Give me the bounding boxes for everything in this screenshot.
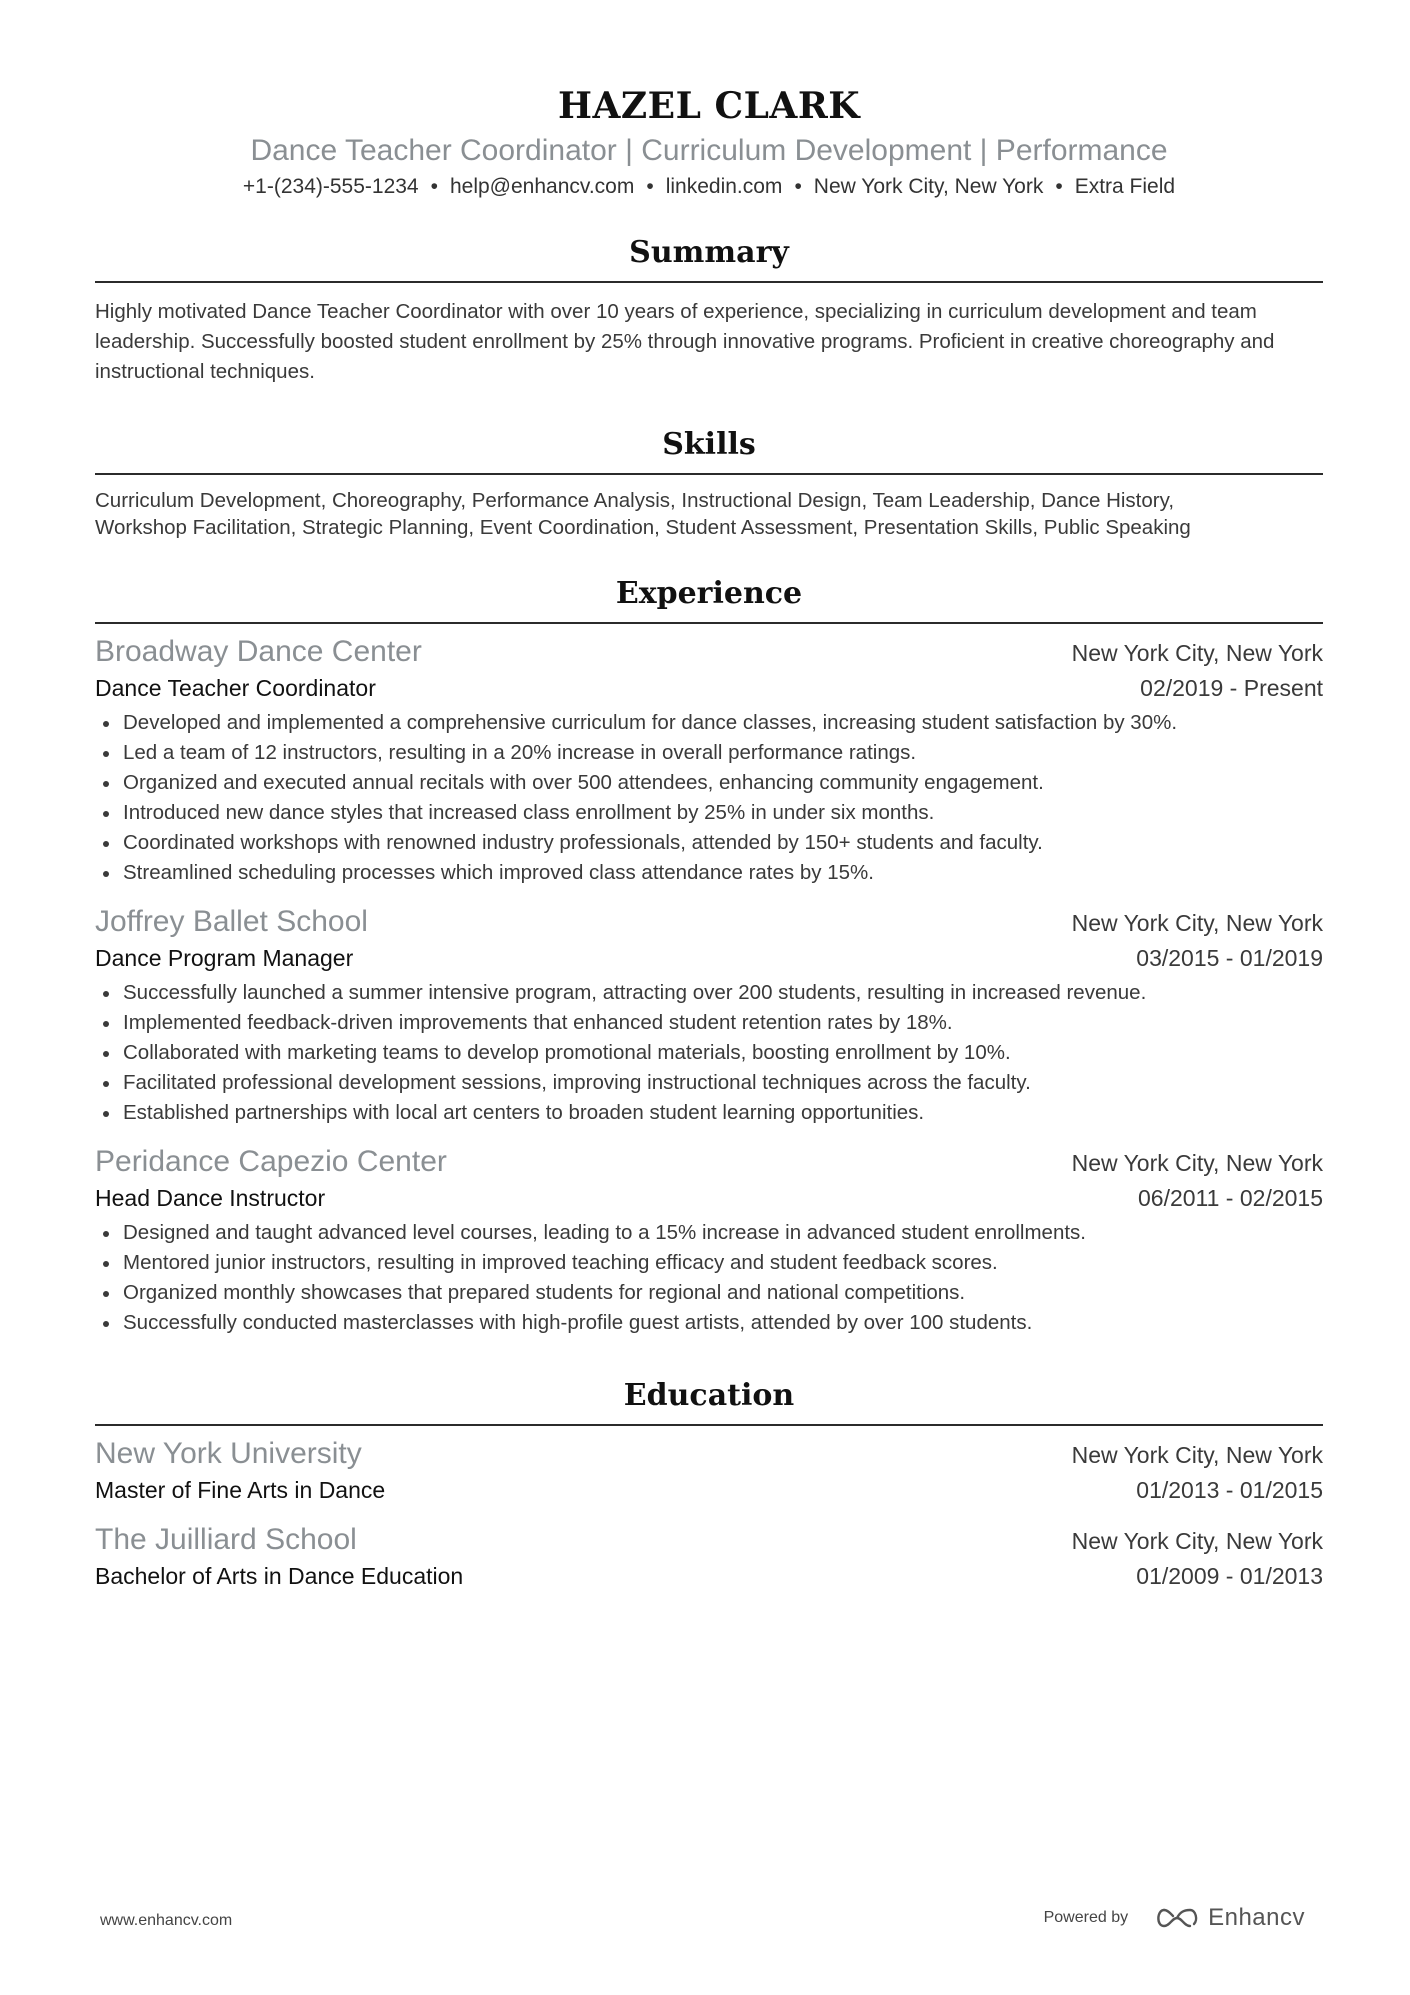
experience-entry bbox=[95, 902, 1323, 1128]
education-entry bbox=[95, 1520, 1323, 1592]
contact-email[interactable]: help@enhancv.com bbox=[449, 175, 635, 198]
job-bullet: Organized monthly showcases that prepared students for regional and national competitions. bbox=[95, 1278, 1323, 1308]
job-title: Dance Program Manager bbox=[95, 945, 354, 971]
bullet-separator: • bbox=[646, 175, 654, 198]
degree-name: Bachelor of Arts in Dance Education bbox=[95, 1563, 464, 1589]
job-location: New York City, New York bbox=[1071, 640, 1323, 666]
job-dates: 02/2019 - Present bbox=[1140, 675, 1323, 701]
job-bullet: Facilitated professional development sessions, improving instructional techniques across the faculty. bbox=[95, 1068, 1323, 1098]
summary-title: Summary bbox=[629, 235, 789, 270]
section-divider bbox=[95, 1424, 1323, 1426]
education-dates: 01/2009 - 01/2013 bbox=[1136, 1563, 1323, 1589]
candidate-headline: Dance Teacher Coordinator | Curriculum Development | Performance bbox=[250, 134, 1168, 167]
education-title: Education bbox=[623, 1378, 795, 1413]
job-bullet: Led a team of 12 instructors, resulting in a 20% increase in overall performance ratings. bbox=[95, 738, 1323, 768]
job-bullet: Organized and executed annual recitals with over 500 attendees, enhancing community engagement. bbox=[95, 768, 1323, 798]
company-name: Peridance Capezio Center bbox=[95, 1145, 447, 1178]
entry-subheader-row bbox=[95, 1560, 1323, 1592]
contact-linkedin[interactable]: linkedin.com bbox=[665, 175, 783, 198]
skills-line: Curriculum Development, Choreography, Performance Analysis, Instructional Design, Team Leadership, Dance History, bbox=[95, 489, 1175, 512]
job-bullet: Streamlined scheduling processes which improved class attendance rates by 15%. bbox=[95, 858, 1323, 888]
company-name: Broadway Dance Center bbox=[95, 635, 422, 668]
job-location: New York City, New York bbox=[1071, 1150, 1323, 1176]
entry-subheader-row bbox=[95, 942, 1323, 974]
education-entry bbox=[95, 1434, 1323, 1506]
contact-extra-field: Extra Field bbox=[1074, 175, 1176, 198]
experience-entry bbox=[95, 1142, 1323, 1338]
summary-section bbox=[95, 233, 1323, 387]
entry-header-row bbox=[95, 1142, 1323, 1182]
brand-name: Enhancv bbox=[1208, 1904, 1305, 1931]
job-title: Head Dance Instructor bbox=[95, 1185, 326, 1211]
job-dates: 06/2011 - 02/2015 bbox=[1137, 1185, 1323, 1211]
school-location: New York City, New York bbox=[1071, 1442, 1323, 1468]
job-bullet: Designed and taught advanced level courses, leading to a 15% increase in advanced student enrollments. bbox=[95, 1218, 1323, 1248]
job-dates: 03/2015 - 01/2019 bbox=[1136, 945, 1323, 971]
bullet-separator: • bbox=[430, 175, 438, 198]
job-title: Dance Teacher Coordinator bbox=[95, 675, 376, 701]
school-location: New York City, New York bbox=[1071, 1528, 1323, 1554]
education-dates: 01/2013 - 01/2015 bbox=[1136, 1477, 1323, 1503]
enhancv-logo-icon bbox=[1154, 1906, 1200, 1930]
entry-header-row bbox=[95, 1434, 1323, 1474]
resume-content bbox=[95, 0, 1323, 1592]
job-bullet: Implemented feedback-driven improvements that enhanced student retention rates by 18%. bbox=[95, 1008, 1323, 1038]
section-divider bbox=[95, 473, 1323, 475]
candidate-name: HAZEL CLARK bbox=[557, 85, 861, 127]
job-bullets bbox=[95, 978, 1323, 1128]
company-name: Joffrey Ballet School bbox=[95, 905, 368, 938]
education-section bbox=[95, 1376, 1323, 1592]
job-bullet: Successfully conducted masterclasses with high-profile guest artists, attended by over 100 students. bbox=[95, 1308, 1323, 1338]
bullet-separator: • bbox=[794, 175, 802, 198]
job-bullets bbox=[95, 708, 1323, 888]
entry-subheader-row bbox=[95, 672, 1323, 704]
skills-section bbox=[95, 425, 1323, 541]
entry-header-row bbox=[95, 632, 1323, 672]
school-name: New York University bbox=[95, 1437, 362, 1470]
section-divider bbox=[95, 281, 1323, 283]
degree-name: Master of Fine Arts in Dance bbox=[95, 1477, 386, 1503]
job-bullet: Developed and implemented a comprehensive curriculum for dance classes, increasing student satisfaction by 30%. bbox=[95, 708, 1323, 738]
contact-location: New York City, New York bbox=[813, 175, 1044, 198]
footer-branding bbox=[1044, 1904, 1305, 1932]
job-bullet: Collaborated with marketing teams to develop promotional materials, boosting enrollment by 10%. bbox=[95, 1038, 1323, 1068]
contact-line bbox=[95, 172, 1323, 202]
enhancv-logo[interactable] bbox=[1154, 1904, 1305, 1932]
experience-section bbox=[95, 574, 1323, 1338]
job-location: New York City, New York bbox=[1071, 910, 1323, 936]
job-bullet: Introduced new dance styles that increased class enrollment by 25% in under six months. bbox=[95, 798, 1323, 828]
entry-subheader-row bbox=[95, 1182, 1323, 1214]
bullet-separator: • bbox=[1055, 175, 1063, 198]
job-bullet: Coordinated workshops with renowned industry professionals, attended by 150+ students and faculty. bbox=[95, 828, 1323, 858]
job-bullet: Mentored junior instructors, resulting in improved teaching efficacy and student feedback scores. bbox=[95, 1248, 1323, 1278]
entry-header-row bbox=[95, 1520, 1323, 1560]
section-divider bbox=[95, 622, 1323, 624]
footer-website[interactable]: www.enhancv.com bbox=[100, 1912, 233, 1929]
entry-subheader-row bbox=[95, 1474, 1323, 1506]
job-bullet: Established partnerships with local art centers to broaden student learning opportunities. bbox=[95, 1098, 1323, 1128]
experience-entry bbox=[95, 632, 1323, 888]
job-bullet: Successfully launched a summer intensive program, attracting over 200 students, resulting in increased revenue. bbox=[95, 978, 1323, 1008]
contact-phone: +1-(234)-555-1234 bbox=[242, 175, 419, 198]
skills-title: Skills bbox=[662, 427, 756, 462]
entry-header-row bbox=[95, 902, 1323, 942]
summary-text: Highly motivated Dance Teacher Coordinator with over 10 years of experience, specializing in curriculum development and team leadership. Successfully boosted student enrollment by 25% through innovative programs. Proficient in creative choreography and instructional techniques. bbox=[95, 300, 1275, 383]
skills-line: Workshop Facilitation, Strategic Planning, Event Coordination, Student Assessment, Presentation Skills, Public Speaking bbox=[95, 516, 1191, 539]
skills-list bbox=[95, 487, 1323, 541]
powered-by-label: Powered by bbox=[1043, 1909, 1129, 1926]
school-name: The Juilliard School bbox=[95, 1523, 357, 1556]
job-bullets bbox=[95, 1218, 1323, 1338]
experience-title: Experience bbox=[615, 576, 803, 611]
